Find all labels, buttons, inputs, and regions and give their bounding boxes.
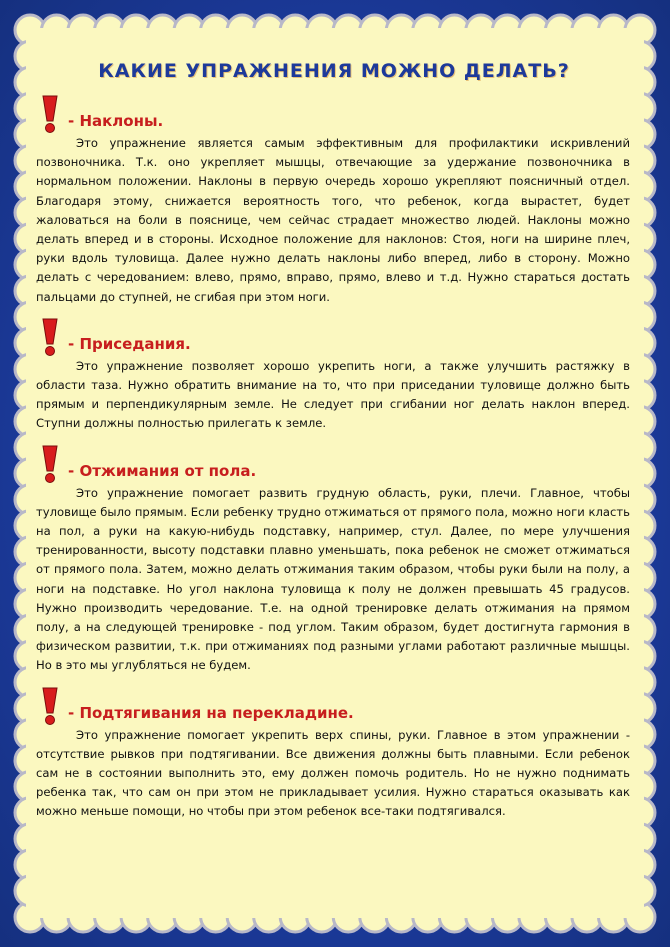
section-header <box>34 446 634 484</box>
section-heading: - Приседания. <box>68 334 191 353</box>
section-body: Это упражнение позволяет хорошо укрепить ноги, а также улучшить растяжку в области таза. Нужно обратить внимание на то, что при приседании туловище должно быть прямым и перпендикулярным земле. Не следует при сгибании ног делать наклон вперед. Ступни должны полностью прилегать к земле. <box>36 358 630 431</box>
section-heading: - Отжимания от пола. <box>68 461 257 480</box>
exclamation-icon <box>38 317 62 357</box>
section-body: Это упражнение помогает укрепить верх спины, руки. Главное в этом упражнении - отсутствие рывков при подтягивании. Все движения должны быть плавными. Если ребенок сам не в состоянии выполнить это, ему должен помочь родитель. Но не нужно поднимать ребенка так, что сам он при этом не прикладывает усилия. Нужно стараться оказывать как можно меньше помощи, но чтобы при этом ребенок все-таки подтягивался. <box>36 727 630 819</box>
exclamation-icon <box>38 444 62 484</box>
section-header <box>34 688 634 726</box>
section-bends <box>34 96 634 307</box>
section-body: Это упражнение является самым эффективным для профилактики искривлений позвоночника. Т.к. оно укрепляет мышцы, отвечающие за удержание позвоночника в нормальном положении. Наклоны в первую очередь хорошо укрепляют поясничный отдел. Благодаря этому, снижается вероятность того, что ребенок, когда вырастет, будет жаловаться на боли в пояснице, чем сейчас страдает множество людей. Наклоны можно делать вперед и в стороны. Исходное положение для наклонов: Стоя, ноги на ширине плеч, руки вдоль туловища. Далее нужно делать наклоны либо вперед, либо в сторону. Можно делать с чередованием: влево, прямо, вправо, прямо, влево и т.д. Нужно стараться достать пальцами до ступней, не сгибая при этом ноги. <box>36 136 630 304</box>
section-pullups <box>34 688 634 822</box>
section-header <box>34 319 634 357</box>
section-heading: - Подтягивания на перекладине. <box>68 703 354 722</box>
exclamation-icon <box>38 686 62 726</box>
content <box>34 60 634 834</box>
section-squats <box>34 319 634 434</box>
section-heading: - Наклоны. <box>68 112 164 130</box>
section-pushups <box>34 446 634 676</box>
page-title: КАКИЕ УПРАЖНЕНИЯ МОЖНО ДЕЛАТЬ? <box>98 60 570 82</box>
section-header <box>34 96 634 134</box>
exclamation-icon <box>38 94 62 134</box>
section-body: Это упражнение помогает развить грудную область, руки, плечи. Главное, чтобы туловище было прямым. Если ребенку трудно отжиматься от прямого пола, можно ноги класть на пол, а руки на какую-нибудь подставку, например, стул. Далее, по мере улучшения тренированности, высоту подставки плавно уменьшать, пока ребенок не сможет отжиматься от прямого пола. Затем, можно делать отжимания таким образом, чтобы руки были на полу, а ноги на подставке. Но угол наклона туловища к полу не должен превышать 45 градусов. Нужно производить чередование. Т.е. на одной тренировке делать отжимания на прямом полу, а на следующей тренировке - под углом. Таким образом, будет достигнута гармония в физическом развитии, т.к. при отжиманиях под разными углами работают различные мышцы. Но в это мы углубляться не будем. <box>36 485 630 673</box>
